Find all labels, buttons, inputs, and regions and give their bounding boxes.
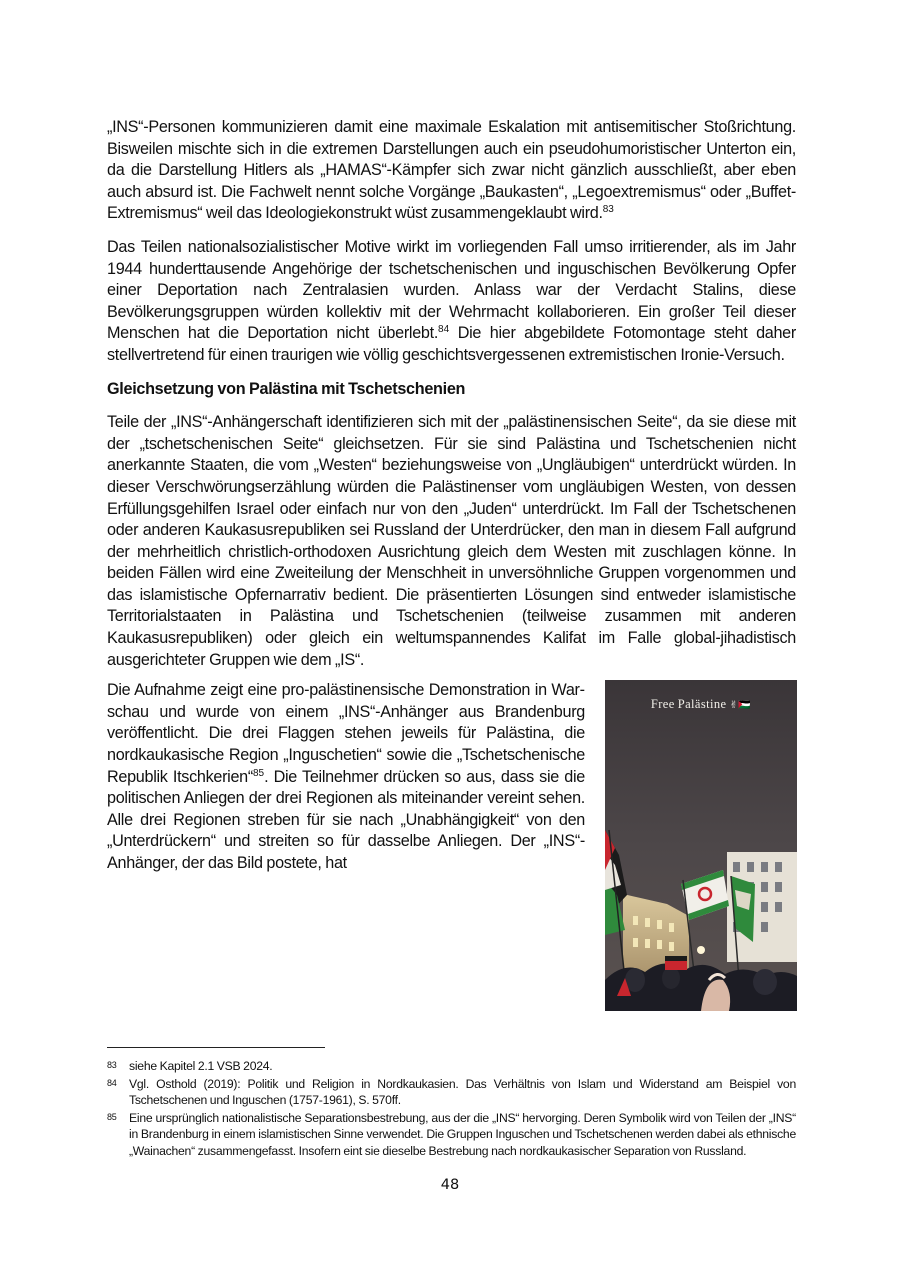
footnote-number: 84 bbox=[107, 1077, 117, 1088]
footnote-item bbox=[107, 1076, 796, 1109]
footnote-ref-85[interactable]: 85 bbox=[252, 767, 265, 779]
demonstration-photo-image bbox=[605, 680, 797, 1011]
paragraph-4-text-b: . Die Teilnehmer drücken so aus, dass sie die politischen Anliegen der drei Regionen als miteinander vereint sehen. Alle drei Regionen streben für sie nach „Unabhängigkeit“ von den „Unterdrückern“ und streiten so für dasselbe Anliegen. Der „INS“-Anhänger, der das Bild postete, hat bbox=[107, 767, 585, 872]
footnote-item bbox=[107, 1110, 796, 1160]
footnote-text: Eine ursprünglich nationalistische Separationsbestrebung, aus der die „INS“ hervorging. Deren Symbolik wird von Teilen der „INS“ in Brandenburg in einem islamistischen Sinne verwendet. Die Gruppen Inguschen und Tschetschenen werden dabei als ethnische „Wainachen“ zusammengefasst. Insofern eint sie dieselbe Bestrebung nach nordkaukasischer Separation von Russland. bbox=[129, 1110, 796, 1158]
photo-caption-text: Free Palästine bbox=[650, 697, 727, 712]
paragraph-2 bbox=[107, 237, 796, 367]
footnote-item bbox=[107, 1058, 796, 1075]
section-heading: Gleichsetzung von Palästina mit Tschetschenien bbox=[107, 379, 466, 398]
footnote-ref-83[interactable]: 83 bbox=[602, 204, 614, 216]
footnote-text: siehe Kapitel 2.1 VSB 2024. bbox=[129, 1059, 273, 1073]
page-number: 48 bbox=[440, 1177, 460, 1193]
paragraph-1 bbox=[107, 117, 796, 225]
footnote-ref-84[interactable]: 84 bbox=[438, 324, 450, 336]
peace-hand-flag-emoji-icon: ✌🇵🇸 bbox=[729, 700, 752, 712]
footnote-text: Vgl. Osthold (2019): Politik und Religion in Nordkaukasien. Das Verhältnis von Islam und Widerstand am Beispiel von Tschetschenen und Inguschen (1757-1961), S. 570ff. bbox=[129, 1076, 796, 1108]
paragraph-2-text-b: Die hier abgebildete Fotomontage steht daher stellvertretend für einen traurigen wie völlig geschichtsvergessenen extremistischen Ironie-Versuch. bbox=[107, 324, 796, 364]
footnotes bbox=[107, 1047, 796, 1161]
paragraph-1-text: „INS“-Personen kommunizieren damit eine maximale Eskalation mit antisemitischer Stoßrichtung. Bisweilen mischte sich in die extremen Darstellungen auch ein pseudohumoristischer Unterton ein, da die Darstellung Hitlers als „HAMAS“-Kämpfer sich zwar nicht gänzlich ausschließt, aber eben auch absurd ist. Die Fachwelt nennt solche Vorgänge „Baukasten“, „Legoextremismus“ oder „Buffet-Extremismus“ weil das Ideologiekonstrukt wüst zusammengeklaubt wird. bbox=[107, 118, 796, 223]
footnote-number: 83 bbox=[107, 1060, 117, 1070]
paragraph-2-text-a: Das Teilen nationalsozialistischer Motive wirkt im vorliegenden Fall umso irritierender, als im Jahr 1944 hunderttausende Angehörige der tschetschenischen und inguschischen Bevölkerung Opfer einer Deportation nach Zentralasien wurden. Anlass war der Verdacht Stalins, diese Bevölkerungsgruppen würden kollektiv mit der Wehrmacht kollaborieren. Ein großer Teil dieser Menschen hat die Deportation nicht überlebt. bbox=[107, 237, 796, 343]
footnote-divider bbox=[107, 1047, 325, 1048]
photo-caption bbox=[605, 694, 797, 717]
footnote-number: 85 bbox=[107, 1111, 117, 1122]
page-body bbox=[107, 117, 796, 1017]
paragraph-4-text-a: Die Aufnahme zeigt eine pro-palästinensische Demonstration in Warschau und wurde von einem „INS“-Anhänger aus Brandenburg veröffentlicht. Die drei Flaggen stehen jeweils für Palästina, die nordkaukasische Region „Inguschetien“ sowie die „Tschetschenische Republik Itschkerien“ bbox=[107, 681, 585, 786]
paragraph-3: Teile der „INS“-Anhängerschaft identifizieren sich mit der „palästinensischen Seite“, da sie diese mit der „tschetschenischen Seite“ gleichsetzen. Für sie sind Palästina und Tschetschenien nicht anerkannte Staaten, die vom „Westen“ beziehungsweise von „Ungläubigen“ unterdrückt würden. In dieser Verschwörungserzählung würden die Palästinenser vom ungläubigen Westen, von dessen Erfüllungsgehilfen Israel oder einfach nur von den „Juden“ unterdrückt. Im Fall der Tschetschenen oder anderen Kaukasusrepubliken sei Russland der Unterdrücker, den man in diesem Fall aufgrund der mehrheitlich christlich-orthodoxen Ausrichtung gleich dem Westen mit zuschlagen könne. In beiden Fällen wird eine Zweiteilung der Menschheit in unversöhnliche Gruppen vorgenommen und das islamistische Opfernarrativ bedient. Die präsentierten Lösungen sind entweder islamistische Territorialstaaten in Palästina und Tschetschenien (teilweise zusammen mit anderen Kaukasusrepubliken) oder gleich ein weltumspannendes Kalifat im Falle global-jihadistisch ausgerichteter Gruppen wie dem „IS“. bbox=[107, 413, 796, 669]
demonstration-photo bbox=[605, 680, 797, 1011]
